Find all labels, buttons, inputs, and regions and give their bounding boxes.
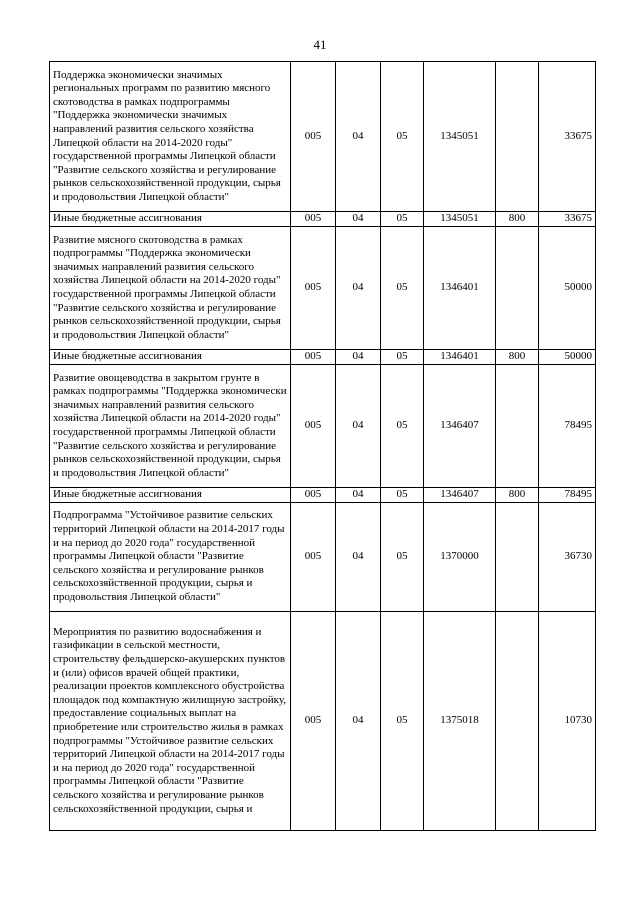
section-code: 04 (336, 227, 381, 350)
amount: 10730 (539, 612, 596, 831)
row-description: Иные бюджетные ассигнования (50, 350, 291, 365)
subsection-code: 05 (381, 612, 424, 831)
table-row (50, 488, 596, 503)
expense-type-code: 800 (496, 350, 539, 365)
department-code: 005 (291, 503, 336, 612)
table-row (50, 365, 596, 488)
amount: 33675 (539, 212, 596, 227)
expense-type-code (496, 612, 539, 831)
expense-type-code (496, 227, 539, 350)
section-code: 04 (336, 212, 381, 227)
subsection-code: 05 (381, 503, 424, 612)
target-article-code: 1370000 (424, 503, 496, 612)
department-code: 005 (291, 62, 336, 212)
row-description: Поддержка экономически значимых региональных программ по развитию мясного скотоводства в рамках подпрограммы "Поддержка экономически значимых направлений развития сельского хозяйства Липецкой области на 2014-2020 годы" государственной программы Липецкой области "Развитие сельского хозяйства и регулирование рынков сельскохозяйственной продукции, сырья и продовольствия Липецкой области" (50, 62, 291, 212)
expense-type-code: 800 (496, 488, 539, 503)
department-code: 005 (291, 350, 336, 365)
department-code: 005 (291, 212, 336, 227)
expense-type-code (496, 62, 539, 212)
target-article-code: 1346401 (424, 350, 496, 365)
subsection-code: 05 (381, 227, 424, 350)
row-description: Развитие мясного скотоводства в рамках подпрограммы "Поддержка экономически значимых направлений развития сельского хозяйства Липецкой области на 2014-2020 годы" государственной программы Липецкой области "Развитие сельского хозяйства и регулирование рынков сельскохозяйственной продукции, сырья и продовольствия Липецкой области" (50, 227, 291, 350)
page-number: 41 (313, 37, 327, 52)
department-code: 005 (291, 227, 336, 350)
expense-type-code (496, 365, 539, 488)
expense-type-code: 800 (496, 212, 539, 227)
table-row (50, 62, 596, 212)
section-code: 04 (336, 62, 381, 212)
amount: 50000 (539, 350, 596, 365)
target-article-code: 1375018 (424, 612, 496, 831)
table-row (50, 227, 596, 350)
table-row (50, 612, 596, 831)
amount: 78495 (539, 488, 596, 503)
row-description: Иные бюджетные ассигнования (50, 212, 291, 227)
table-row (50, 503, 596, 612)
section-code: 04 (336, 365, 381, 488)
section-code: 04 (336, 350, 381, 365)
section-code: 04 (336, 612, 381, 831)
amount: 33675 (539, 62, 596, 212)
amount: 36730 (539, 503, 596, 612)
department-code: 005 (291, 488, 336, 503)
subsection-code: 05 (381, 212, 424, 227)
subsection-code: 05 (381, 488, 424, 503)
amount: 78495 (539, 365, 596, 488)
department-code: 005 (291, 365, 336, 488)
budget-table (49, 61, 596, 831)
department-code: 005 (291, 612, 336, 831)
target-article-code: 1346407 (424, 488, 496, 503)
target-article-code: 1345051 (424, 212, 496, 227)
table-row (50, 212, 596, 227)
row-description: Развитие овощеводства в закрытом грунте в рамках подпрограммы "Поддержка экономически значимых направлений развития сельского хозяйства Липецкой области на 2014-2020 годы" государственной программы Липецкой области "Развитие сельского хозяйства и регулирование рынков сельскохозяйственной продукции, сырья и продовольствия Липецкой области" (50, 365, 291, 488)
section-code: 04 (336, 488, 381, 503)
expense-type-code (496, 503, 539, 612)
amount: 50000 (539, 227, 596, 350)
row-description: Мероприятия по развитию водоснабжения и газификации в сельской местности, строительству фельдшерско-акушерских пунктов и (или) офисов врачей общей практики, реализации проектов комплексного обустройства площадок под компактную жилищную застройку, предоставление социальных выплат на приобретение или строительство жилья в рамках подпрограммы "Устойчивое развитие сельских территорий Липецкой области на 2014-2017 годы и на период до 2020 года" государственной программы Липецкой области "Развитие сельского хозяйства и регулирование рынков сельскохозяйственной продукции, сырья и (50, 612, 291, 831)
target-article-code: 1346407 (424, 365, 496, 488)
table-row (50, 350, 596, 365)
target-article-code: 1345051 (424, 62, 496, 212)
subsection-code: 05 (381, 365, 424, 488)
row-description: Иные бюджетные ассигнования (50, 488, 291, 503)
subsection-code: 05 (381, 350, 424, 365)
section-code: 04 (336, 503, 381, 612)
row-description: Подпрограмма "Устойчивое развитие сельских территорий Липецкой области на 2014-2017 годы и на период до 2020 года" государственной программы Липецкой области "Развитие сельского хозяйства и регулирование рынков сельскохозяйственной продукции, сырья и продовольствия Липецкой области" (50, 503, 291, 612)
subsection-code: 05 (381, 62, 424, 212)
target-article-code: 1346401 (424, 227, 496, 350)
